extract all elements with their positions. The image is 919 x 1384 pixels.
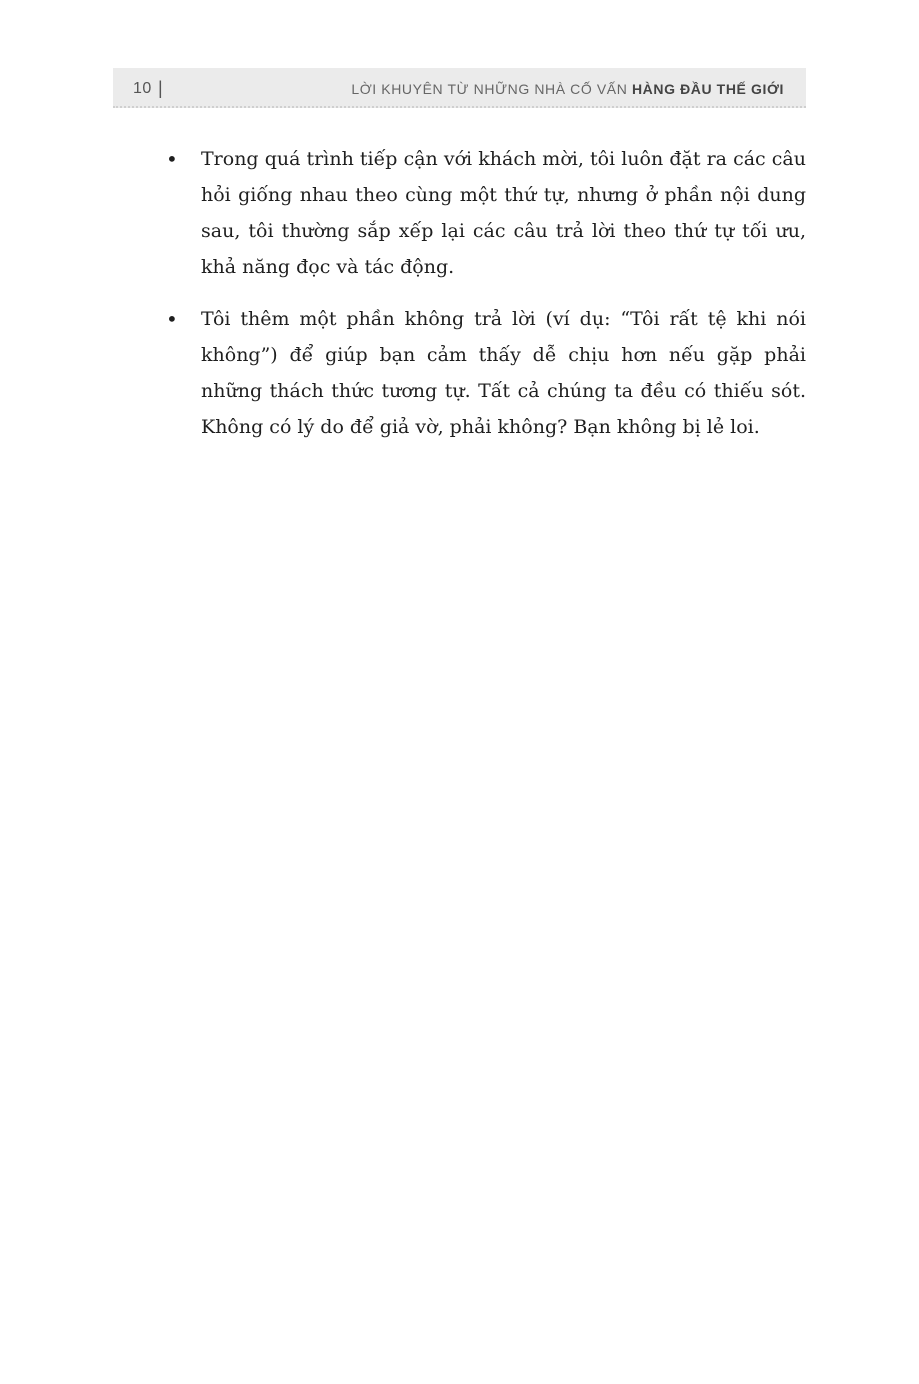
page-number: 10 — [133, 80, 152, 97]
bullet-item-1 — [162, 141, 806, 285]
running-header — [113, 68, 806, 108]
body-content — [162, 141, 806, 461]
bullet-text-2: Tôi thêm một phần không trả lời (ví dụ: “Tôi rất tệ khi nói không”) để giúp bạn cảm thấy dễ chịu hơn nếu gặp phải những thách thức tương tự. Tất cả chúng ta đều có thiếu sót. Không có lý do để giả vờ, phải không? Bạn không bị lẻ loi. — [201, 308, 806, 438]
bullet-item-2 — [162, 301, 806, 445]
bullet-text-1: Trong quá trình tiếp cận với khách mời, tôi luôn đặt ra các câu hỏi giống nhau theo cùng một thứ tự, nhưng ở phần nội dung sau, tôi thường sắp xếp lại các câu trả lời theo thứ tự tối ưu, khả năng đọc và tác động. — [201, 148, 806, 278]
running-title — [351, 81, 784, 97]
running-title-bold: HÀNG ĐẦU THẾ GIỚI — [631, 81, 784, 97]
bullet-marker-icon: • — [166, 147, 178, 171]
bullet-marker-icon: • — [166, 307, 178, 331]
header-separator: | — [158, 78, 163, 98]
running-title-regular: LỜI KHUYÊN TỪ NHỮNG NHÀ CỐ VẤN — [351, 81, 628, 97]
